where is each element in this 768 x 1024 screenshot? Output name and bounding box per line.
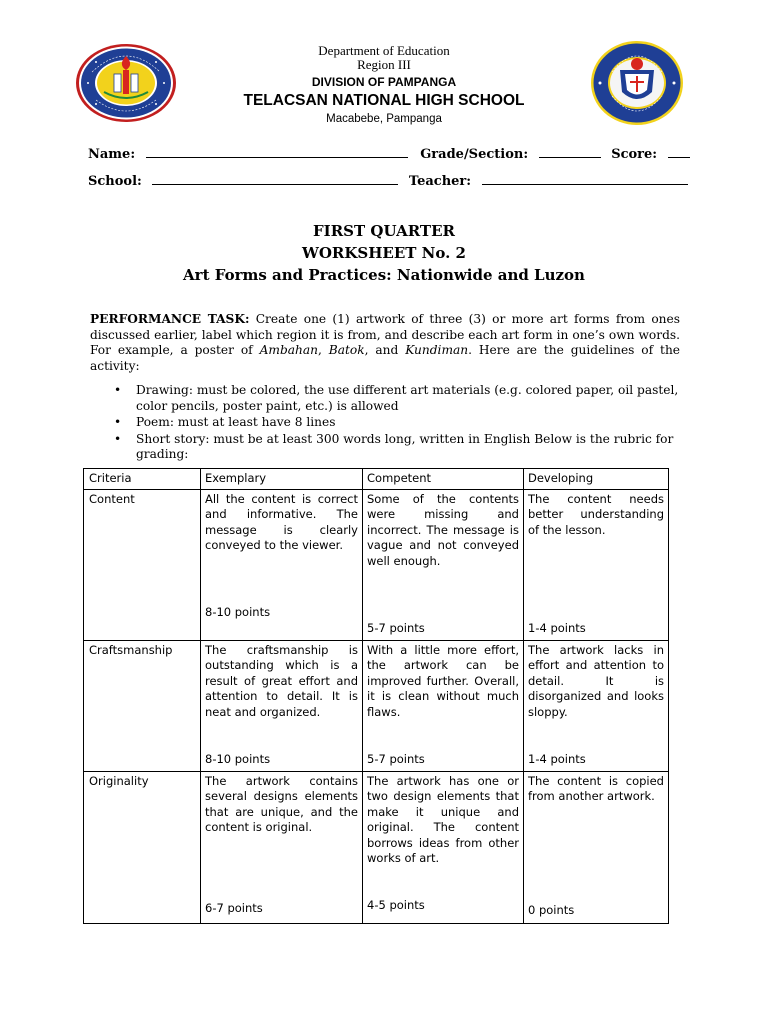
task-separator: , and <box>364 343 406 357</box>
grade-field[interactable] <box>539 146 601 158</box>
header-developing: Developing <box>524 469 669 490</box>
rubric-cell <box>363 771 524 923</box>
worksheet-title: WORKSHEET No. 2 <box>301 244 466 262</box>
name-row <box>88 146 690 162</box>
rubric-cell <box>201 489 363 640</box>
table-row <box>84 640 669 771</box>
department-line: Department of Education <box>318 43 450 58</box>
rubric-cell <box>201 640 363 771</box>
bullet: • <box>114 383 122 397</box>
criteria-craftsmanship: Craftsmanship <box>84 640 201 771</box>
score-field[interactable] <box>668 146 690 158</box>
guideline-text: Short story: must be at least 300 words long, written in English Below is the rubric for grading: <box>136 431 674 461</box>
guideline-item <box>90 432 690 463</box>
cell-description: The craftsmanship is outstanding which is a result of great effort and attention to detail. It is neat and organized. <box>205 642 358 719</box>
guidelines-list <box>90 383 690 464</box>
cell-description: All the content is correct and informative. The message is clearly conveyed to the viewer. <box>205 491 358 552</box>
cell-description: The artwork has one or two design elements that make it unique and original. The content borrows ideas from other works of art. <box>367 773 519 865</box>
table-header-row <box>84 469 669 490</box>
school-field[interactable] <box>152 173 398 185</box>
rubric-cell <box>363 640 524 771</box>
cell-description: The content is copied from another artwork. <box>528 773 664 803</box>
school-name: TELACSAN NATIONAL HIGH SCHOOL <box>243 92 525 109</box>
region-line: Region III <box>357 57 411 72</box>
teacher-field[interactable] <box>482 173 688 185</box>
guideline-item <box>90 415 690 431</box>
name-label: Name: <box>88 147 136 162</box>
cell-points: 1-4 points <box>528 620 586 635</box>
task-text-1: Create one (1) artwork of three (3) or more art forms from ones discussed earlier, label which region it is from, and describe each art form in one’s own words. For example, a poster of <box>90 312 680 357</box>
cell-description: The artwork lacks in effort and attention to detail. It is disorganized and looks sloppy. <box>528 642 664 719</box>
school-row <box>88 173 688 189</box>
cell-points: 5-7 points <box>367 620 425 635</box>
bullet: • <box>114 415 122 429</box>
quarter-title: FIRST QUARTER <box>313 222 455 240</box>
cell-points: 8-10 points <box>205 604 271 619</box>
rubric-table <box>83 468 669 924</box>
table-row <box>84 489 669 640</box>
cell-points: 4-5 points <box>367 897 425 912</box>
performance-task <box>90 312 680 374</box>
task-separator: , <box>317 343 329 357</box>
rubric-cell <box>524 489 669 640</box>
rubric-cell <box>524 771 669 923</box>
cell-description: The artwork contains several designs elements that are unique, and the content is original. <box>205 773 358 834</box>
name-field[interactable] <box>146 146 408 158</box>
score-label: Score: <box>611 147 658 162</box>
cell-description: The content needs better understanding of the lesson. <box>528 491 664 537</box>
bullet: • <box>114 431 122 446</box>
header-competent: Competent <box>363 469 524 490</box>
cell-points: 6-7 points <box>205 900 263 915</box>
rubric-cell <box>363 489 524 640</box>
division-line: DIVISION OF PAMPANGA <box>311 75 457 89</box>
cell-points: 8-10 points <box>205 751 271 766</box>
guideline-item <box>90 383 690 414</box>
cell-points: 1-4 points <box>528 751 586 766</box>
guideline-text: Drawing: must be colored, the use different art materials (e.g. colored paper, oil pastel, color pencils, poster paint, etc.) is allowed <box>136 383 679 413</box>
grade-label: Grade/Section: <box>420 147 529 162</box>
example-batok: Batok <box>328 343 365 357</box>
rubric-cell <box>201 771 363 923</box>
header-criteria: Criteria <box>84 469 201 490</box>
school-location: Macabebe, Pampanga <box>326 113 442 125</box>
rubric-cell <box>524 640 669 771</box>
cell-points: 5-7 points <box>367 751 425 766</box>
teacher-label: Teacher: <box>408 174 472 189</box>
subject-title: Art Forms and Practices: Nationwide and Luzon <box>183 266 585 284</box>
table-row <box>84 771 669 923</box>
guideline-text: Poem: must at least have 8 lines <box>136 415 336 429</box>
school-label: School: <box>88 174 142 189</box>
criteria-originality: Originality <box>84 771 201 923</box>
cell-description: Some of the contents were missing and incorrect. The message is vague and not conveyed well enough. <box>367 491 519 568</box>
task-text-2: . Here are the guidelines of the activity: <box>90 343 681 373</box>
header-exemplary: Exemplary <box>201 469 363 490</box>
criteria-content: Content <box>84 489 201 640</box>
example-kundiman: Kundiman <box>405 343 469 357</box>
cell-description: With a little more effort, the artwork can be improved further. Overall, it is clean without much flaws. <box>367 642 519 719</box>
cell-points: 0 points <box>528 902 575 917</box>
example-ambahan: Ambahan <box>259 343 318 357</box>
task-label: PERFORMANCE TASK: <box>90 312 250 326</box>
